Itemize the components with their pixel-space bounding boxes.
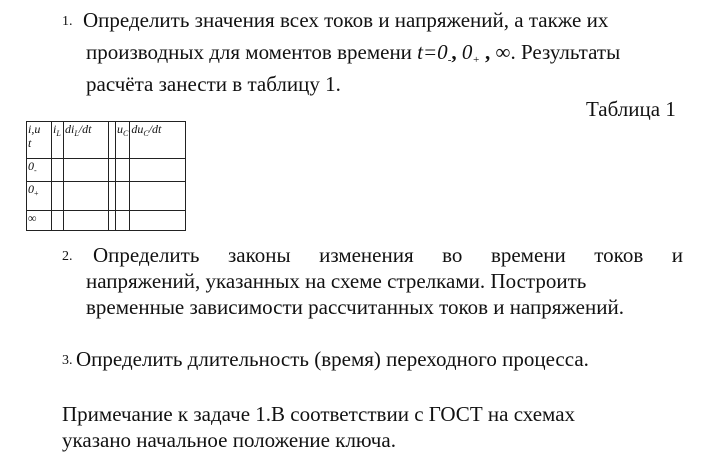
item1-line2 (86, 38, 620, 66)
item1-line2-before: производных для моментов времени (86, 40, 412, 64)
item2-line2: напряжений, указанных на схеме стрелками. Построить (86, 269, 587, 293)
table-cell (64, 211, 109, 231)
row-label-0-minus (27, 159, 52, 182)
table-cell (109, 159, 116, 182)
header-diL: di (65, 122, 75, 136)
header-cell-diL-dt (64, 122, 109, 159)
table-cell (130, 159, 186, 182)
item1-line2-after: ∞. Результаты (495, 40, 621, 64)
header-diL-dt: /dt (78, 122, 92, 136)
moment-zero (462, 40, 480, 64)
item2-word: изменения (319, 243, 414, 267)
item3-text: Определить длительность (время) переходного процесса. (76, 347, 589, 371)
moment-zero-sub: + (472, 54, 480, 66)
item3-number: 3. (62, 353, 73, 368)
item2-word: и (671, 243, 683, 267)
header-cell-blank (109, 122, 116, 159)
table-row (27, 182, 186, 211)
item1-line1 (83, 6, 683, 34)
table-header-row (27, 122, 186, 159)
item1-line3: расчёта занести в таблицу 1. (86, 72, 341, 96)
header-cell-iu-t (27, 122, 52, 159)
table-cell (64, 159, 109, 182)
note-line2: указано начальное положение ключа. (62, 428, 396, 452)
header-uC-sub: C (123, 129, 129, 138)
moment-t (417, 40, 451, 64)
header-duC-dt: /dt (148, 122, 162, 136)
table-caption: Таблица 1 (586, 97, 676, 121)
table-cell (52, 159, 64, 182)
row-label-value: 0 (28, 159, 34, 173)
row-label-value: ∞ (28, 211, 37, 225)
header-cell-uC (116, 122, 130, 159)
table-row (27, 211, 186, 231)
table-cell (109, 211, 116, 231)
header-iL: i (53, 122, 57, 136)
row-label-sub: + (34, 189, 39, 198)
item2-word: токов (594, 243, 644, 267)
separator-2: , (485, 40, 491, 64)
item2-word: времени (490, 243, 566, 267)
header-iu: i,u (28, 122, 41, 136)
table-cell (52, 211, 64, 231)
table-cell (109, 182, 116, 211)
header-cell-iL (52, 122, 64, 159)
header-cell-duC-dt (130, 122, 186, 159)
header-uC: u (117, 122, 123, 136)
header-duC: du (131, 122, 144, 136)
table-cell (130, 211, 186, 231)
item2-line3: временные зависимости рассчитанных токов и напряжений. (86, 295, 624, 319)
item2-number: 2. (62, 249, 73, 264)
table-cell (116, 182, 130, 211)
separator-1: , (451, 40, 457, 64)
item2-word: Определить (93, 243, 200, 267)
row-label-infinity (27, 211, 52, 231)
row-label-0-plus (27, 182, 52, 211)
table-cell (64, 182, 109, 211)
header-duC-sub: C (143, 129, 149, 138)
header-diL-sub: L (74, 129, 79, 138)
header-t: t (28, 136, 32, 150)
table-cell (52, 182, 64, 211)
item1-line1-text: Определить значения всех токов и напряжений, а также их (83, 8, 609, 32)
table-row (27, 159, 186, 182)
item2-word: законы (227, 243, 291, 267)
header-iL-sub: L (56, 129, 61, 138)
moment-zero-label: 0 (461, 40, 473, 64)
item2-line1 (93, 241, 683, 269)
table-cell (130, 182, 186, 211)
row-label-value: 0 (28, 182, 34, 196)
moment-t-sub: - (447, 54, 452, 66)
note-line1: Примечание к задаче 1.В соответствии с ГОСТ на схемах (62, 402, 576, 426)
table-cell (116, 159, 130, 182)
results-table (26, 121, 186, 231)
moment-t-label: t=0 (417, 40, 448, 64)
table-cell (116, 211, 130, 231)
item1-number: 1. (62, 14, 73, 29)
item2-word: во (442, 243, 463, 267)
row-label-sub: - (34, 166, 37, 175)
